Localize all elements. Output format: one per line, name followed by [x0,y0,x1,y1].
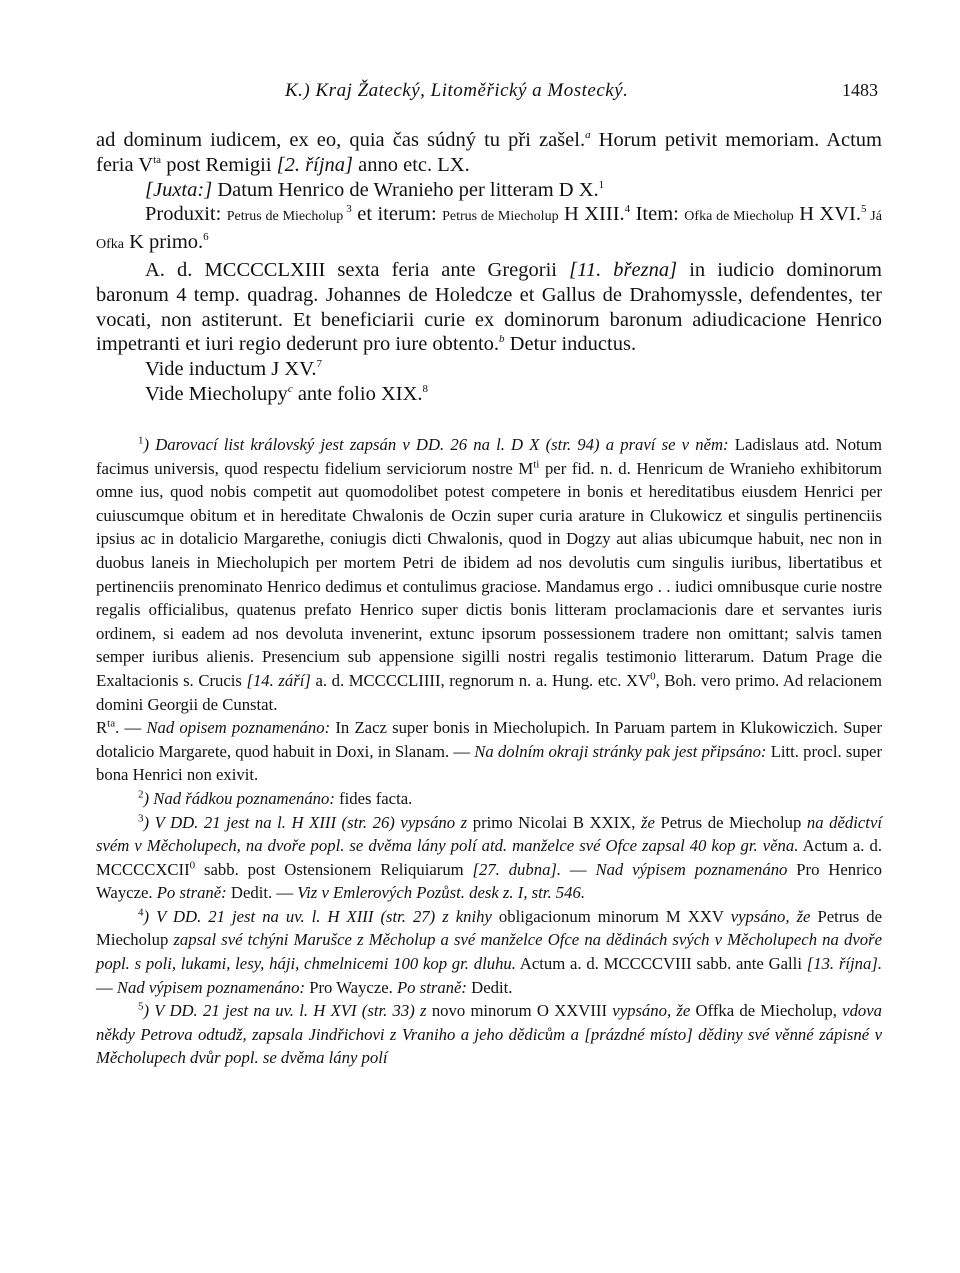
footnote-number: 4 [138,906,144,919]
text-run: — [561,859,596,879]
paragraph-5 [96,357,882,382]
page-header [0,80,960,110]
superscript: 0 [650,670,656,683]
superscript: ta [107,717,116,730]
paragraph-1 [96,128,882,178]
footnote-3 [96,811,882,905]
small-run: Já Ofka [96,209,882,253]
italic-run: [14. září] [246,670,311,690]
italic-run: [11. března] [569,258,678,281]
footnote-number: 1 [138,434,144,447]
text-run: et iterum: [351,203,443,226]
text-run: H XIII. [558,203,625,226]
text-run: Horum petivit memoriam. Actum feria V [96,129,882,176]
text-run: Vide inductum J XV. [145,358,317,381]
footnote-ref: 5 [861,203,867,216]
italic-run: na dědictví svém v Měcholupech, na dvoře popl. se dvěma lány polí atd. manželce své Ofce zapsal 40 kop gr. věna. [96,812,882,856]
text-run: Produxit: [145,203,227,226]
footnote-mark: a [585,129,591,142]
footnote-number: 2 [138,788,144,801]
text-run: In Zacz super bonis in Miecholupich. In Paruam partem in Klukowiczich. Super dotalicio Margarete, quod habuit in Doxi, in Slanam. — [96,718,883,761]
text-run: ante folio XIX. [292,382,423,405]
footnote-ref: 1 [598,178,605,191]
text-run: Datum Henrico de Wranieho per litteram D X. [212,178,599,201]
footnote-1-remark [96,716,882,787]
footnote-ref: 3 [343,203,352,216]
text-run: Litt. procl. super bona Henrici non exivit. [96,741,882,785]
text-run: Petrus de Miecholup [96,906,882,950]
main-text [96,128,882,407]
footnote-mark: c [287,383,293,396]
italic-run: vypsáno, že [612,1001,691,1021]
footnote-2 [96,787,882,811]
paragraph-2 [96,178,882,203]
italic-run: [2. října] [276,153,353,176]
text-run: post Remigii [161,153,277,176]
superscript: 0 [189,859,196,872]
footnote-5 [96,999,882,1070]
text-run: H XVI. [793,203,861,226]
footnote-1 [96,433,882,716]
page-number: 1483 [842,80,878,100]
text-run: Pro Henrico Waycze. [96,859,883,903]
footnote-number: 3 [138,811,144,824]
paragraph-3 [96,202,882,258]
italic-run: Na dolním okraji stránky pak jest připsáno: [474,741,767,761]
footnote-ref: 7 [316,358,322,371]
italic-run: zapsal své tchýni Marušce z Měcholup a své manželce Ofce na dědinách svých v Měcholupech na dvoře popl. s poli, lukami, lesy, háji, chmelnicemi 100 kop gr. dluhu. [96,930,882,974]
text-run: Vide Miecholupy [145,382,288,405]
footnote-number: 5 [138,1000,144,1013]
italic-run: ) Nad řádkou poznamenáno: [143,788,335,808]
footnotes [96,433,882,1070]
footnote-ref: 8 [422,383,428,396]
text-run: obligacionum minorum M XXV [491,906,731,926]
italic-run: [13. října]. [806,954,882,974]
small-run: Ofka de Miecholup [684,209,794,225]
text-run: , Boh. vero primo. Ad relacionem domini Georgii de Cunstat. [96,670,882,714]
running-title: K.) Kraj Žatecký, Litoměřický a Mostecký. [285,80,629,101]
text-run: Detur inductus. [504,333,637,356]
text-run: Dedit. — [226,883,298,903]
text-run: Dedit. [466,977,513,997]
italic-run: [27. dubna]. [472,859,562,879]
italic-run: ) V DD. 21 jest na l. H XIII (str. 26) vypsáno z [143,812,468,832]
text-run: Ladislaus atd. Notum facimus universis, quod respectu fidelium serviciorum nostre M [96,435,882,478]
italic-run: [Juxta:] [145,178,213,201]
footnote-mark: b [499,333,505,346]
text-run: Item: [630,203,685,226]
text-run: primo Nicolai B XXIX, [467,812,641,832]
small-run: Petrus de Miecholup [442,209,559,225]
text-run: Petrus de Miecholup [654,812,807,832]
small-run: Petrus de Miecholup [226,209,344,225]
text-run: sabb. post Ostensionem Reliquiarum [195,859,473,879]
footnote-ref: 6 [203,231,209,244]
italic-run: Nad opisem poznamenáno: [146,718,331,738]
footnote-4 [96,905,882,999]
text-run: novo minorum O XXVIII [426,1001,613,1021]
text-run: A. d. MCCCCLXIII sexta feria ante Gregorii [145,258,570,281]
italic-run: Nad výpisem poznamenáno: [116,977,306,997]
text-run: . — [115,718,147,738]
text-run: in iudicio dominorum baronum 4 temp. quadrag. Johannes de Holedcze et Gallus de Drahomyssle, defendentes, ter vocati, non astiterunt. Et beneficiarii curie ex dominorum baronum adiudicacione Henrico impetranti et iuri regio dederunt pro iure obtento. [96,258,882,356]
italic-run: vdova někdy Petrova odtudž, zapsala Jindřichovi z Vraniho a jeho dědicům a [prázdné místo] dědiny své věnné zápisné v Měcholupech dvůr popl. se dvěma lány polí [96,1001,883,1068]
footnote-ref: 4 [624,203,631,216]
text-run: Offka de Miecholup, [690,1001,843,1021]
italic-run: Po straně: [156,883,227,903]
superscript: ta [153,153,162,166]
text-run: fides facta. [334,788,413,808]
paragraph-6 [96,382,882,407]
text-run: Actum a. d. MCCCCXCII [96,836,883,879]
paragraph-4 [96,258,882,357]
italic-run: ) V DD. 21 jest na uv. l. H XVI (str. 33) z [143,1001,427,1021]
italic-run: Viz v Emlerových Pozůst. desk z. I, str. 546. [297,883,585,903]
text-run: a. d. MCCCCLIIII, regnorum n. a. Hung. etc. XV [310,670,651,690]
text-run: Actum a. d. MCCCCVIII sabb. ante Galli [515,954,807,974]
italic-run: ) Darovací list královský jest zapsán v DD. 26 na l. D X (str. 94) a praví se v něm: [143,435,729,454]
italic-run: Nad výpisem poznamenáno [595,859,788,879]
text-run: — [96,977,117,997]
text-run: anno etc. LX. [353,153,470,176]
italic-run: vypsáno, že [730,906,811,926]
superscript: ti [533,458,540,471]
text-run: ad dominum iudicem, ex eo, quia čas súdný tu při zašel. [96,129,586,151]
text-run: K primo. [124,231,204,254]
text-run: per fid. n. d. Henricum de Wranieho exhibitorum omne ius, quod nobis competit aut quomodolibet potest competere in bonis et hereditatibus eiusdem Henrici per cuiuscumque obitum et in hereditate Chwalonis de Oczin super curia arature in Clukowicz et singulis pertinenciis ipsius ac in dotalicio Margarethe, coniugis dicti Chwalonis, quod in Dogzy aut alias ubicumque habuit, nec non in duobus laneis in Miecholupich per mortem Petri de ibidem ad nos devolutis cum singulis iuribus, libertatibus et pertinenciis prenominato Henrico dedimus et contulimus graciose. Mandamus ergo . . iudici omnibusque curie nostre regalis officialibus, quatenus prefato Henrico super dictis bonis litteram proclamacionis dare et servantes iuris ordinem, si eadem ad nos devoluta invenerint, extunc ipsorum possessionem tradere non omittant; salvis tamen semper iuribus alienis. Presencium sub appensione sigilli nostri regalis testimonio litterarum. Datum Prage die Exaltacionis s. Crucis [96,458,882,690]
italic-run: Po straně: [396,977,467,997]
text-run: Pro Waycze. [305,977,397,997]
italic-run: že [640,812,655,832]
text-run: R [96,718,108,738]
italic-run: ) V DD. 21 jest na uv. l. H XIII (str. 27) z knihy [143,906,492,926]
